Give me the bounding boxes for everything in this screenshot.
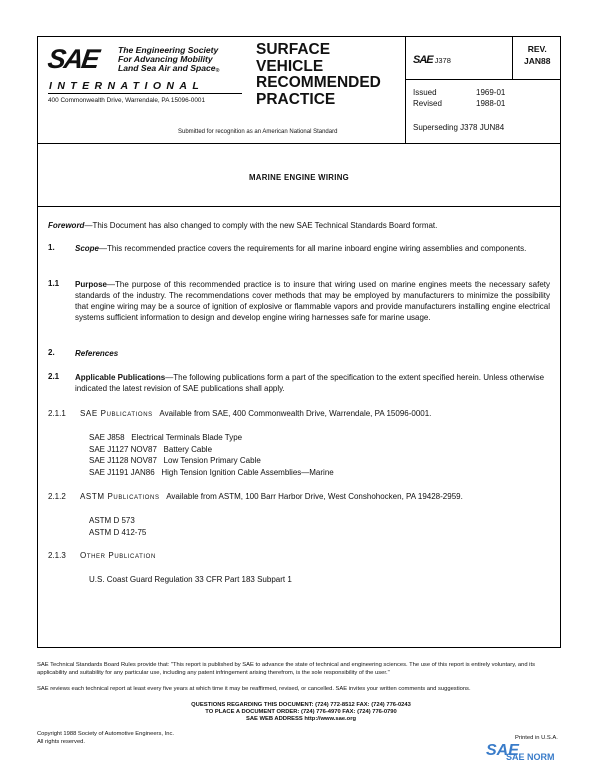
issue-dates: [413, 87, 539, 109]
purpose-paragraph: [75, 279, 550, 323]
scope-text: —This recommended practice covers the requirements for all marine inboard engine wiring assemblies and components.: [99, 244, 527, 253]
revised-value: 1988-01: [476, 99, 506, 108]
section-number: 1.: [48, 243, 55, 252]
publication-item: ASTM D 573: [89, 516, 135, 525]
applicable-label: Applicable Publications: [75, 373, 166, 382]
subsection-number: 2.1.3: [48, 551, 66, 560]
subsection-number: 2.1.2: [48, 492, 66, 501]
applicable-paragraph: [75, 372, 550, 394]
publication-item: SAE J1127 NOV87 Battery Cable: [89, 444, 213, 454]
copyright-line: Copyright 1988 Society of Automotive Engineers, Inc.: [37, 731, 174, 737]
tagline-line-3: Land Sea Air and Space: [118, 63, 216, 73]
society-tagline: [118, 46, 258, 76]
wordmark-rule: [48, 93, 242, 94]
document-title: MARINE ENGINE WIRING: [249, 173, 349, 182]
foreword-label: Foreword: [48, 221, 85, 230]
subsection-number: 2.1.1: [48, 409, 66, 418]
publication-item: ASTM D 412-75: [89, 527, 147, 537]
printed-in: Printed in U.S.A.: [515, 735, 558, 741]
other-publication-item: U.S. Coast Guard Regulation 33 CFR Part 183 Subpart 1: [89, 575, 292, 584]
revision-box: [524, 43, 550, 67]
purpose-text: —The purpose of this recommended practice is to insure that wiring used on marine engines meets the necessary safety standards of the industry. The recommendations cover methods that may be employed by manufacturers to minimize the possibility that engine wiring may be a source of ignition of explosive or flammable vapors and provide manufacturers installing engine electrical systems sufficient information to design and develop engine wiring harnesses safe for marine usage.: [75, 280, 550, 322]
issued-value: 1969-01: [476, 88, 506, 97]
registered-mark: ®: [215, 68, 220, 74]
references-heading: [75, 348, 118, 359]
doc-type-line: VEHICLE: [256, 57, 324, 75]
sae-publications-source: Available from SAE, 400 Commonwealth Drive, Warrendale, PA 15096-0001.: [159, 409, 432, 418]
doc-number-value: J378: [434, 56, 451, 65]
doc-type-line: PRACTICE: [256, 90, 336, 108]
references-label: References: [75, 349, 119, 358]
foreword-text: —This Document has also changed to comply with the new SAE Technical Standards Board format.: [84, 221, 438, 230]
tagline-line-2: For Advancing Mobility: [118, 54, 213, 64]
order-line: TO PLACE A DOCUMENT ORDER: (724) 776-4970 FAX: (724) 776-0790: [205, 709, 397, 716]
title-divider: [37, 206, 561, 207]
section-number: 2.: [48, 348, 55, 357]
scope-paragraph: [75, 243, 550, 254]
section-number: 2.1: [48, 372, 60, 381]
publication-item: SAE J1128 NOV87 Low Tension Primary Cable: [89, 456, 261, 465]
sae-publications-line: [80, 408, 550, 419]
document-number: [413, 54, 451, 66]
revised-label: Revised: [413, 99, 442, 108]
astm-publications-label: ASTM Publications: [80, 492, 160, 501]
publication-item: SAE J1191 JAN86 High Tension Ignition Cable Assemblies—Marine: [89, 467, 334, 477]
other-publication-line: [80, 550, 156, 561]
doc-type-line: SURFACE: [256, 41, 331, 58]
rev-value: JAN88: [524, 56, 551, 66]
issued-label: Issued: [413, 88, 437, 97]
disclaimer-rules: SAE Technical Standards Board Rules provide that: "This report is published by SAE to advance the state of technical and engineering sciences. The use of this report is entirely voluntary, and its applicability and suitability for any particular use, including any patent infringement arising therefrom, is the sole responsibility of the user.": [37, 662, 535, 676]
other-publication-label: Other Publication: [80, 551, 156, 560]
rights-line: All rights reserved.: [37, 738, 86, 745]
ansi-submission-note: Submitted for recognition as an American National Standard: [178, 129, 338, 135]
rev-vertical-rule: [512, 36, 513, 79]
tagline-line-1: The Engineering Society: [118, 45, 219, 55]
contact-info: [37, 702, 565, 724]
questions-line: QUESTIONS REGARDING THIS DOCUMENT: (724) 772-8512 FAX: (724) 776-0243: [191, 702, 411, 708]
copyright: [37, 731, 174, 746]
foreword-paragraph: [48, 220, 552, 231]
society-address: 400 Commonwealth Drive, Warrendale, PA 15096-0001: [48, 97, 206, 104]
sae-publications-label: SAE Publications: [80, 409, 153, 418]
sae-norm-stamp-logo: SAE: [486, 742, 519, 759]
disclaimer-review: SAE reviews each technical report at least every five years at which time it may be reaffirmed, revised, or cancelled. SAE invites your written comments and suggestions.: [37, 686, 471, 692]
applicable-text: —The following publications form a part of the specification to the extent specified herein. Unless otherwise indicated the latest revision of SAE publications shall apply.: [75, 373, 545, 393]
astm-publications-source: Available from ASTM, 100 Barr Harbor Drive, West Conshohocken, PA 19428-2959.: [166, 492, 463, 501]
sae-logo: SAE: [45, 44, 100, 74]
astm-publications-line: [80, 491, 550, 502]
scope-label: Scope: [75, 244, 100, 253]
section-number: 1.1: [48, 279, 60, 288]
sae-norm-stamp-text: SAE NORM: [506, 752, 555, 762]
sae-publication-list: [89, 432, 334, 478]
header-divider: [37, 143, 561, 144]
web-address: SAE WEB ADDRESS http://www.sae.org: [245, 716, 357, 723]
rev-horizontal-rule: [405, 79, 561, 80]
purpose-label: Purpose: [75, 280, 108, 289]
doc-sae-logo: SAE: [413, 54, 433, 66]
document-type: [256, 42, 406, 108]
superseding-note: Superseding J378 JUN84: [413, 123, 505, 132]
doc-type-line: RECOMMENDED: [256, 74, 381, 91]
astm-publication-list: [89, 515, 146, 538]
international-wordmark: INTERNATIONAL: [49, 80, 205, 92]
publication-item: SAE J858 Electrical Terminals Blade Type: [89, 433, 243, 442]
rev-label: REV.: [527, 44, 547, 54]
